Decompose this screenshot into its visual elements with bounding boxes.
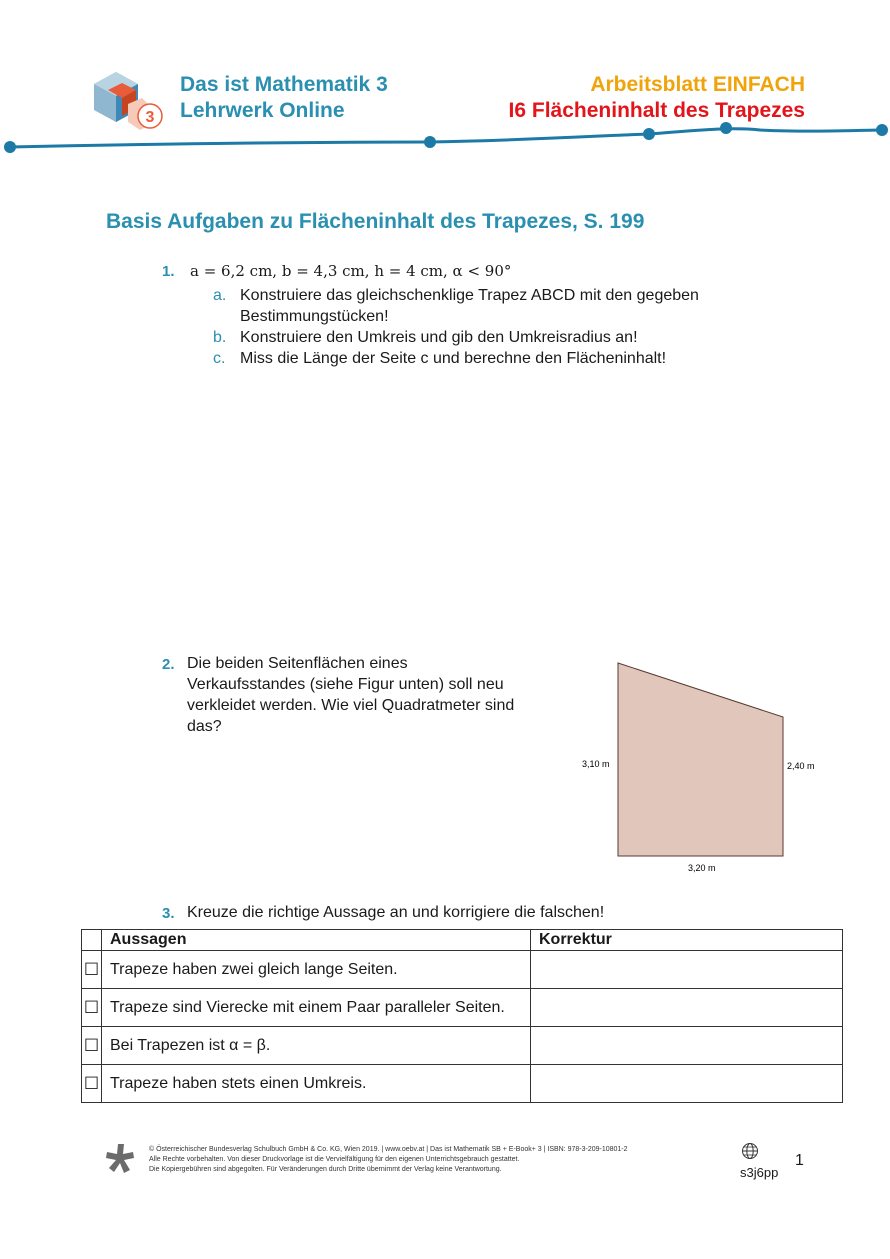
correction-cell[interactable] bbox=[531, 989, 843, 1027]
checkbox[interactable]: ☐ bbox=[82, 989, 102, 1027]
task3-number: 3. bbox=[162, 905, 175, 922]
subtask-text: Konstruiere das gleichschenklige Trapez ABCD mit den gegeben bbox=[240, 287, 699, 304]
header-correction: Korrektur bbox=[531, 930, 843, 951]
globe-link-icon[interactable] bbox=[741, 1142, 761, 1160]
dim-bottom: 3,20 m bbox=[688, 863, 716, 873]
subtask-label: a. bbox=[213, 287, 227, 304]
header-dot bbox=[643, 128, 655, 140]
statement-cell: Bei Trapezen ist α = β. bbox=[102, 1027, 531, 1065]
book-title-line2: Lehrwerk Online bbox=[180, 99, 345, 122]
copyright-notice bbox=[149, 1145, 628, 1175]
online-code[interactable]: s3j6pp bbox=[740, 1165, 779, 1180]
book-title-line1: Das ist Mathematik 3 bbox=[180, 73, 388, 96]
task3-text: Kreuze die richtige Aussage an und korrigiere die falschen! bbox=[187, 904, 605, 921]
table-row bbox=[82, 1065, 843, 1103]
table-row bbox=[82, 951, 843, 989]
table-row bbox=[82, 989, 843, 1027]
dim-left: 3,10 m bbox=[582, 759, 610, 769]
footer-line: © Österreichischer Bundesverlag Schulbuch GmbH & Co. KG, Wien 2019. | www.oebv.at | Das ist Mathematik SB + E-Book+ 3 | ISBN: 978-3-209-10801-2 bbox=[149, 1146, 628, 1153]
correction-cell[interactable] bbox=[531, 951, 843, 989]
dim-right: 2,40 m bbox=[787, 761, 815, 771]
task2-line: Verkaufsstandes (siehe Figur unten) soll neu bbox=[187, 676, 504, 693]
header-dot bbox=[876, 124, 888, 136]
task2-line: Die beiden Seitenflächen eines bbox=[187, 655, 408, 672]
task1-given: a = 6,2 cm, b = 4,3 cm, h = 4 cm, α < 90° bbox=[190, 262, 512, 280]
subtask-label: b. bbox=[213, 329, 227, 346]
checkbox[interactable]: ☐ bbox=[82, 951, 102, 989]
checkbox[interactable]: ☐ bbox=[82, 1065, 102, 1103]
footer-line: Alle Rechte vorbehalten. Von dieser Druckvorlage ist die Vervielfältigung für den eigenen Unterrichtsgebrauch gestattet. bbox=[149, 1156, 520, 1163]
worksheet-topic: I6 Flächeninhalt des Trapezes bbox=[508, 99, 805, 122]
checkbox[interactable]: ☐ bbox=[82, 1027, 102, 1065]
trapezoid-shape bbox=[618, 663, 783, 856]
worksheet-title bbox=[509, 72, 805, 124]
task1-subtasks bbox=[213, 285, 699, 369]
subtask-text: Miss die Länge der Seite c und berechne den Flächeninhalt! bbox=[240, 350, 667, 367]
task2-line: das? bbox=[187, 718, 222, 735]
correction-cell[interactable] bbox=[531, 1065, 843, 1103]
subtask-text: Konstruiere den Umkreis und gib den Umkreisradius an! bbox=[240, 329, 638, 346]
book-title bbox=[180, 72, 388, 124]
header-dot bbox=[4, 141, 16, 153]
subtask-text-cont: Bestimmungstücken! bbox=[240, 308, 389, 325]
header-statements: Aussagen bbox=[102, 930, 531, 951]
header-dot bbox=[424, 136, 436, 148]
statement-cell: Trapeze haben stets einen Umkreis. bbox=[102, 1065, 531, 1103]
worksheet-level: Arbeitsblatt EINFACH bbox=[590, 73, 805, 96]
trapezoid-figure bbox=[560, 650, 830, 880]
statement-cell: Trapeze sind Vierecke mit einem Paar paralleler Seiten. bbox=[102, 989, 531, 1027]
publisher-logo-icon bbox=[104, 1142, 136, 1174]
task1-number: 1. bbox=[162, 263, 175, 280]
table-row bbox=[82, 1027, 843, 1065]
checkbox-header bbox=[82, 930, 102, 951]
task2-number: 2. bbox=[162, 656, 175, 673]
header-line bbox=[0, 118, 890, 158]
statement-cell: Trapeze haben zwei gleich lange Seiten. bbox=[102, 951, 531, 989]
statements-table bbox=[81, 929, 843, 1103]
page-title: Basis Aufgaben zu Flächeninhalt des Trapezes, S. 199 bbox=[106, 210, 645, 233]
footer-line: Die Kopiergebühren sind abgegolten. Für Veränderungen durch Dritte übernimmt der Verlag keine Verantwortung. bbox=[149, 1166, 502, 1173]
correction-cell[interactable] bbox=[531, 1027, 843, 1065]
table-header-row bbox=[82, 930, 843, 951]
task2-text bbox=[187, 653, 514, 737]
page-number: 1 bbox=[795, 1152, 804, 1169]
logo-number: 3 bbox=[145, 109, 155, 126]
task2-line: verkleidet werden. Wie viel Quadratmeter sind bbox=[187, 697, 515, 714]
header-dot bbox=[720, 122, 732, 134]
subtask-label: c. bbox=[213, 350, 226, 367]
